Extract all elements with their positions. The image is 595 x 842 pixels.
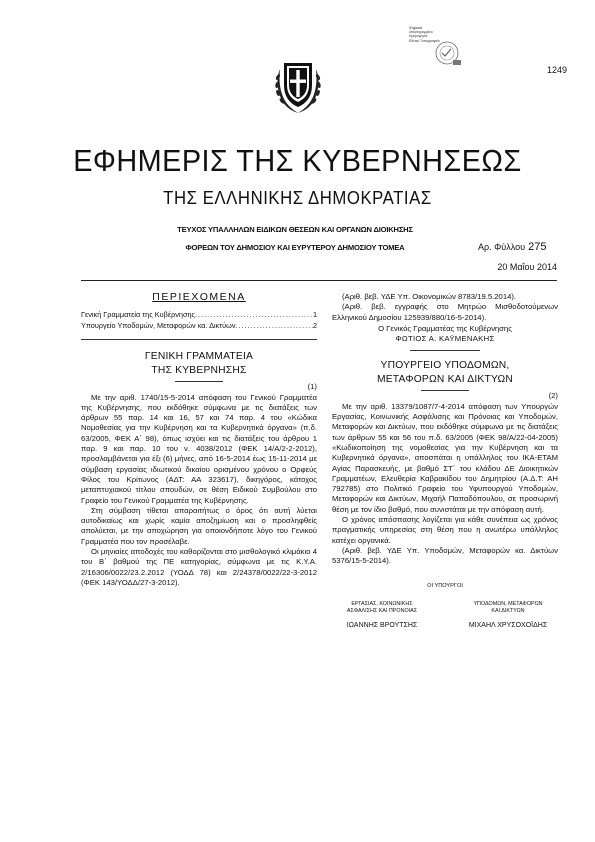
page-number: 1249 xyxy=(546,65,567,75)
issue-type-line: ΦΟΡΕΩΝ ΤΟΥ ΔΗΜΟΣΙΟΥ ΚΑΙ ΕΥΡΥΤΕΡΟΥ ΔΗΜΟΣΙΟΥ ΤΟΜΕΑ xyxy=(185,243,405,252)
caption-line: Εθνικό Τυπογραφείο xyxy=(409,38,440,43)
paragraph: Ο χρόνος απόσπασης λογίζεται για κάθε συνέπεια ως χρόνος πραγματικής υπηρεσίας στη θέση που η ανωτέρω υπάλληλος κατέχει οργανικά. xyxy=(332,515,558,545)
toc-item-label: Γενική Γραμματεία της Κυβέρνησης xyxy=(81,310,196,320)
paragraph: (Αριθ. βεβ. ΥΔΕ Υπ. Οικονομικών 8783/19.5.2014). xyxy=(342,292,517,301)
toc-item[interactable] xyxy=(81,309,317,320)
left-column xyxy=(81,292,317,588)
gazette-subtitle: ΤΗΣ ΕΛΛΗΝΙΚΗΣ ΔΗΜΟΚΡΑΤΙΑΣ xyxy=(163,188,432,208)
caption-line: Ψηφιακά xyxy=(409,26,423,30)
header-divider xyxy=(81,280,557,281)
paragraph: Στη σύμβαση τίθεται απαραιτήτως ο όρος ότι αυτή λύεται αυτοδικαίως και χωρίς καμία αποζημίωση και ο προσληφθείς απολύεται, με την αποχώρηση για οποιονδήποτε λόγο του Γενικού Γραμματέα που τον προσέλαβε. xyxy=(81,505,317,546)
toc-item-label: Υπουργείο Υποδομών, Μεταφορών κα. Δικτύων xyxy=(81,321,236,331)
signer-role: ΥΠΟΔΟΜΩΝ, ΜΕΤΑΦΟΡΩΝ xyxy=(473,600,543,607)
toc-item-page: 1 xyxy=(312,310,317,320)
signers-row xyxy=(332,601,558,629)
toc-leader xyxy=(195,309,313,320)
sheet-value: 275 xyxy=(528,241,547,253)
sheet-label: Αρ. Φύλλου xyxy=(478,242,526,252)
issue-type-line: ΤΕΥΧΟΣ ΥΠΑΛΛΗΛΩΝ ΕΙΔΙΚΩΝ ΘΕΣΕΩΝ ΚΑΙ ΟΡΓΑΝΩΝ ΔΙΟΙΚΗΣΗΣ xyxy=(177,225,413,234)
signer-role: ΕΡΓΑΣΙΑΣ, ΚΟΙΝΩΝΙΚΗΣ xyxy=(351,600,413,607)
signature-block xyxy=(332,324,558,345)
signer-name: ΦΩΤΙΟΣ Α. ΚΑΫΜΕΝΑΚΗΣ xyxy=(395,334,495,344)
paragraph: Με την αριθ. 1740/15-5-2014 απόφαση του Γενικού Γραμματέα της Κυβέρνησης, που εκδόθηκε σύμφωνα με τις διατάξεις των άρθρων 55 παρ. 14 και 16, 57 και 74 παρ. 4 του «Κώδικα Νομοθεσίας για την Κυβέρνηση και τα Κυβερνητικά όργανα» (π.δ. 63/2005, ΦΕΚ Α΄ 98), όπως ισχύει και τις διατάξεις του άρθρου 1 παρ. 9 και παρ. 10 του ν. 4038/2012 (ΦΕΚ 14/Α/2-2-2012), προσλαμβάνεται για έξι (6) μήνες, από 16-5-2014 έως 15-11-2014 με σύμβαση εργασίας ιδιωτικού δικαίου ορισμένου χρόνου ο Ορφεύς Φίλος του Κρίτωνος (ΑΔΤ: ΑΑ 323617), δικηγόρος, κάτοχος μεταπτυχιακού τίτλου σπουδών, σε θέση Ειδικού Συμβούλου στο Γραφείο του Γενικού Γραμματέα της Κυβέρνησης. xyxy=(81,392,317,505)
section-heading: ΥΠΟΥΡΓΕΙΟ ΥΠΟΔΟΜΩΝ, ΜΕΤΑΦΟΡΩΝ ΚΑΙ ΔΙΚΤΥΩΝ xyxy=(376,360,514,386)
signer-name: ΙΩΑΝΝΗΣ ΒΡΟΥΤΣΗΣ xyxy=(346,621,418,629)
gazette-title: ΕΦΗΜΕΡΙΣ ΤΗΣ ΚΥΒΕΡΝΗΣΕΩΣ xyxy=(73,143,522,178)
decision-number: (2) xyxy=(548,391,558,401)
greek-coat-of-arms-icon xyxy=(270,55,326,117)
signer-name: ΜΙΧΑΗΛ ΧΡΥΣΟΧΟΪΔΗΣ xyxy=(468,621,548,629)
caption-line: Ημερομηνία: xyxy=(409,34,428,39)
signer-title: Ο Γενικός Γραμματέας της Κυβέρνησης xyxy=(378,323,512,333)
signature-seal-icon xyxy=(409,33,465,69)
section-heading: ΓΕΝΙΚΗ ΓΡΑΜΜΑΤΕΙΑ ΤΗΣ ΚΥΒΕΡΝΗΣΗΣ xyxy=(144,351,254,377)
toc-divider xyxy=(81,339,317,340)
paragraph: Οι μηνιαίες αποδοχές του καθορίζονται στο μισθολογικό κλιμάκιο 4 του Β΄ βαθμού της ΠΕ κατηγορίας, σύμφωνα με τις Κ.Υ.Α. 2/16306/0022/23.2.2012 (ΥΟΔΔ 78) και 2/24378/0022/22-3-2012 (ΦΕΚ 143/ΥΟΔΔ/27-3-2012). xyxy=(81,547,317,587)
section-divider xyxy=(410,350,480,351)
paragraph: (Αριθ. βεβ. ΥΔΕ Υπ. Υποδομών, Μεταφορών κα. Δικτύων 5376/15-5-2014). xyxy=(332,545,558,566)
paragraph: Με την αριθ. 13379/1087/7-4-2014 απόφαση των Υπουργών Εργασίας, Κοινωνικής Ασφάλισης και Πρόνοιας και Υποδομών, Μεταφορών και Δικτύων, που εκδόθηκε σύμφωνα με τις διατάξεις των άρθρων 55 και 56 του π.δ. 63/2005 (ΦΕΚ 98/Α/22-04-2005) «Κωδικοποίηση της νομοθεσίας για την Κυβέρνηση και τα Κυβερνητικά όργανα», αποσπάται η υπάλληλος του ΙΚΑ-ΕΤΑΜ Αγίας Παρασκευής, με βαθμό ΣΤ΄ του κλάδου ΔΕ Διοικητικών Γραμματέων, Ελευθερία Καβρακίδου του Δημητρίου (Α.Δ.Τ: ΑΗ 792785) στο Πολιτικό Γραφείο του Υφυπουργού Υποδομών, Μεταφορών και Δικτύων, Μιχαήλ Παπαδόπουλου, σε προσωρινή θέση με τον ίδιο βαθμό, που συνιστάται με την απόφαση αυτή. xyxy=(332,401,558,514)
signer xyxy=(458,601,558,629)
toc-leader xyxy=(236,320,313,331)
sheet-number xyxy=(478,241,546,253)
signer xyxy=(332,601,432,629)
paragraph: (Αριθ. βεβ. εγγραφής στο Μητρώο Μισθοδοτούμενων Ελληνικού Δημοσίου 125939/880/16-5-2014). xyxy=(332,302,558,322)
signers-heading: ΟΙ ΥΠΟΥΡΓΟΙ xyxy=(427,582,463,589)
decision-number: (1) xyxy=(307,382,317,392)
toc-item-page: 2 xyxy=(312,321,317,331)
signer-role: ΚΑΙ ΔΙΚΤΥΩΝ xyxy=(491,607,525,614)
issue-date: 20 Μαΐου 2014 xyxy=(497,262,557,272)
toc-item[interactable] xyxy=(81,320,317,331)
caption-line: υπογεγραμμένο xyxy=(409,30,433,35)
toc-heading: ΠΕΡΙΕΧΟΜΕΝΑ xyxy=(152,291,246,303)
signer-role: ΑΣΦΑΛΙΣΗΣ ΚΑΙ ΠΡΟΝΟΙΑΣ xyxy=(346,607,418,614)
right-column xyxy=(332,292,558,629)
